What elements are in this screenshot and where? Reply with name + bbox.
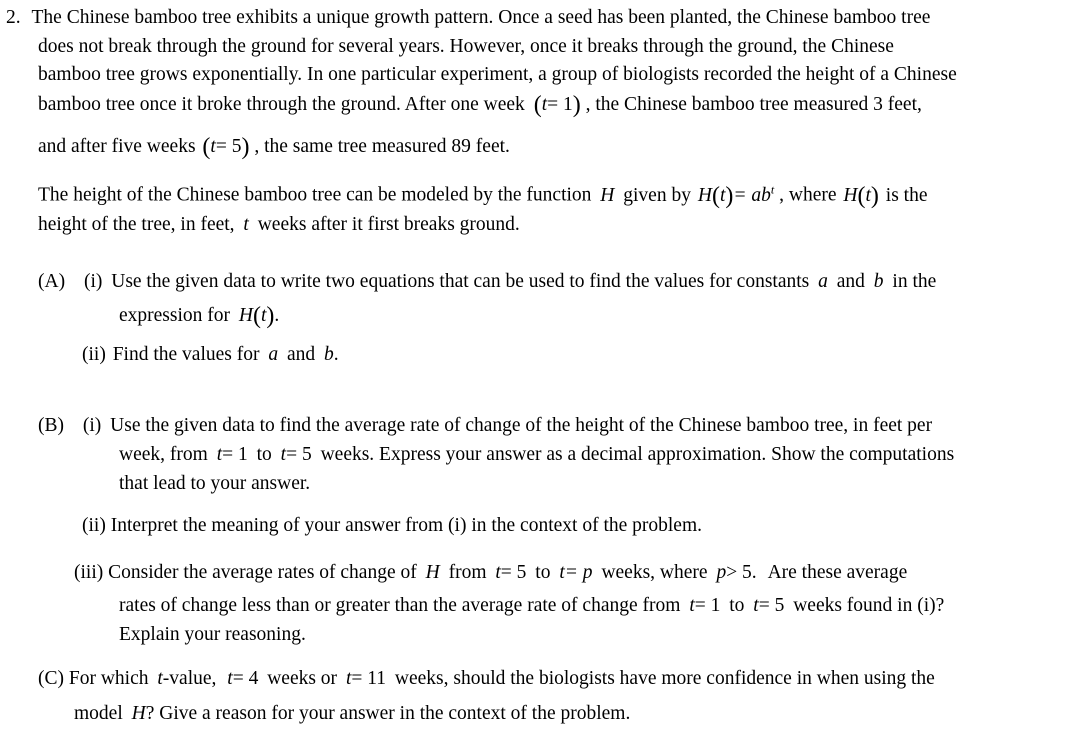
partB-t5: t <box>280 444 287 465</box>
intro-text-4b: , the Chinese bamboo tree measured 3 feet, <box>585 94 922 115</box>
partA-line-1 <box>38 270 936 294</box>
intro-week1-expr: (t= 1) <box>533 92 581 118</box>
intro-eq1: = 1 <box>547 94 573 115</box>
partB-ii-line <box>82 514 702 538</box>
partB-i-text-3: that lead to your answer. <box>119 473 311 494</box>
partA-i-text-c: expression for <box>119 305 231 326</box>
partB-iii-text-1c: Are these average <box>767 562 908 583</box>
partC-eq11: = 11 <box>351 668 387 689</box>
partB-iii-gt: > 5. <box>726 562 757 583</box>
partB-iii-eqp: = p <box>564 562 593 583</box>
intro-text-5b: , the same tree measured 89 feet. <box>254 136 510 157</box>
intro-text-2: does not break through the ground for several years. However, once it breaks through the ground, the Chinese <box>38 36 894 57</box>
partC-text-1c: weeks or <box>267 668 338 689</box>
partC-H: H <box>131 703 146 724</box>
partB-i-text-2a: week, from <box>119 444 208 465</box>
eq-H: H <box>697 184 712 206</box>
model-t-var: t <box>243 214 249 235</box>
partB-to: to <box>256 444 272 465</box>
partA-ii-and: and <box>286 344 316 365</box>
intro-text-1: The Chinese bamboo tree exhibits a unique growth pattern. Once a seed has been planted, the Chinese bamboo tree <box>31 7 931 28</box>
model-Ht: H(t) <box>843 182 879 209</box>
model-text-1b: given by <box>623 184 691 206</box>
eq-t: t <box>719 184 726 206</box>
partA-i-text-a: Use the given data to write two equations that can be used to find the values for constants <box>111 271 810 292</box>
partA-label: (A) <box>38 271 66 292</box>
partB-iii-text-3: Explain your reasoning. <box>119 624 306 645</box>
partB-line-3 <box>119 472 310 496</box>
intro-t-var-2: t <box>210 136 216 157</box>
partB-iii-t5b: t <box>753 595 759 616</box>
intro-eq5: = 5 <box>215 136 242 157</box>
intro-line-3 <box>38 63 957 87</box>
partB-iii-line-3 <box>119 623 306 647</box>
model-text-1a: The height of the Chinese bamboo tree can be modeled by the function <box>38 184 592 206</box>
partB-eq5: = 5 <box>286 444 312 465</box>
partB-iii-line-2 <box>119 594 944 618</box>
partC-label: (C) <box>38 668 64 689</box>
problem-number: 2. <box>6 7 21 28</box>
partA-ii-period: . <box>333 344 339 365</box>
partC-text-1a: For which <box>68 668 149 689</box>
partB-label: (B) <box>38 415 64 436</box>
model-equation: $H(t)= ab^t$ <box>697 182 775 209</box>
eq-rhs: = ab <box>733 184 771 206</box>
partC-t11: t <box>345 668 352 689</box>
intro-text-4a: bamboo tree once it broke through the ground. After one week <box>38 94 525 115</box>
partB-ii-label: (ii) <box>82 515 106 536</box>
partB-iii-eq5b: = 5 <box>758 595 785 616</box>
intro-line-2 <box>38 35 894 59</box>
partB-iii-eq1b: = 1 <box>694 595 721 616</box>
partB-line-1 <box>38 414 932 438</box>
partA-i-label: (i) <box>83 271 103 292</box>
partC-t-var: t <box>157 668 163 689</box>
partB-iii-eq5: = 5 <box>500 562 527 583</box>
partA-line-2 <box>119 304 279 328</box>
partC-line-2 <box>74 702 630 726</box>
where-H: H <box>843 184 858 206</box>
partA-period: . <box>274 305 280 326</box>
partC-t4: t <box>227 668 233 689</box>
function-name-H: H <box>600 184 615 206</box>
intro-text-3: bamboo tree grows exponentially. In one particular experiment, a group of biologists recorded the height of a Chinese <box>38 64 957 85</box>
intro-t-var: t <box>541 94 548 115</box>
model-text-2b: weeks after it first breaks ground. <box>257 214 520 235</box>
partC-text-2b: ? Give a reason for your answer in the context of the problem. <box>145 703 631 724</box>
partC-text-2a: model <box>74 703 123 724</box>
partB-iii-p: p <box>716 562 727 583</box>
partB-iii-to2: to <box>729 595 745 616</box>
model-text-1d: is the <box>885 184 928 206</box>
partA-line-3 <box>82 343 339 367</box>
partA-and: and <box>836 271 865 292</box>
partA-var-b: b <box>873 271 884 292</box>
partC-text-1d: weeks, should the biologists have more confidence in when using the <box>394 668 935 689</box>
partB-iii-text-2a: rates of change less than or greater than the average rate of change from <box>119 595 681 616</box>
partB-iii-to: to <box>535 562 551 583</box>
partB-iii-text-1a: Consider the average rates of change of <box>108 562 417 583</box>
partC-line-1 <box>38 667 935 691</box>
partB-line-2 <box>119 443 954 467</box>
partA-t: t <box>260 305 267 326</box>
partB-iii-t1b: t <box>689 595 695 616</box>
partB-eq1: = 1 <box>222 444 248 465</box>
partB-iii-line-1 <box>74 561 907 585</box>
partB-i-text-2b: weeks. Express your answer as a decimal approximation. Show the computations <box>320 444 955 465</box>
partA-i-text-b: in the <box>892 271 937 292</box>
partA-ii-text-a: Find the values for <box>112 344 260 365</box>
partB-t1: t <box>216 444 223 465</box>
model-text-1c: , where <box>779 184 837 206</box>
model-line-2 <box>38 213 520 237</box>
partB-iii-from: from <box>448 562 487 583</box>
partB-iii-H: H <box>425 562 440 583</box>
partA-ii-label: (ii) <box>82 344 106 365</box>
intro-week5-expr: (t= 5) <box>202 134 250 160</box>
intro-text-5a: and after five weeks <box>38 136 196 157</box>
partB-iii-text-1b: weeks, where <box>601 562 708 583</box>
model-text-2a: height of the tree, in feet, <box>38 214 235 235</box>
partB-i-text-1: Use the given data to find the average rate of change of the height of the Chinese bamboo tree, in feet per <box>110 415 933 436</box>
intro-line-4 <box>38 93 922 117</box>
intro-line-1 <box>6 6 930 30</box>
partA-ii-var-b: b <box>324 344 334 365</box>
partB-ii-text: Interpret the meaning of your answer from (i) in the context of the problem. <box>110 515 703 536</box>
partA-H: H <box>238 305 253 326</box>
partC-text-1b: -value, <box>162 668 217 689</box>
partB-iii-t5: t <box>495 562 501 583</box>
partB-iii-label: (iii) <box>74 562 104 583</box>
partC-eq4: = 4 <box>232 668 259 689</box>
partB-i-label: (i) <box>82 415 102 436</box>
eq-exponent: t <box>770 182 775 196</box>
partA-Ht: H(t). <box>238 303 280 329</box>
partA-var-a: a <box>818 271 828 292</box>
partB-iii-tp: t <box>559 562 565 583</box>
partA-ii-var-a: a <box>268 344 279 365</box>
intro-line-5 <box>38 135 510 159</box>
model-line-1 <box>38 177 928 208</box>
partB-iii-text-2b: weeks found in (i)? <box>793 595 945 616</box>
where-t: t <box>865 184 871 206</box>
